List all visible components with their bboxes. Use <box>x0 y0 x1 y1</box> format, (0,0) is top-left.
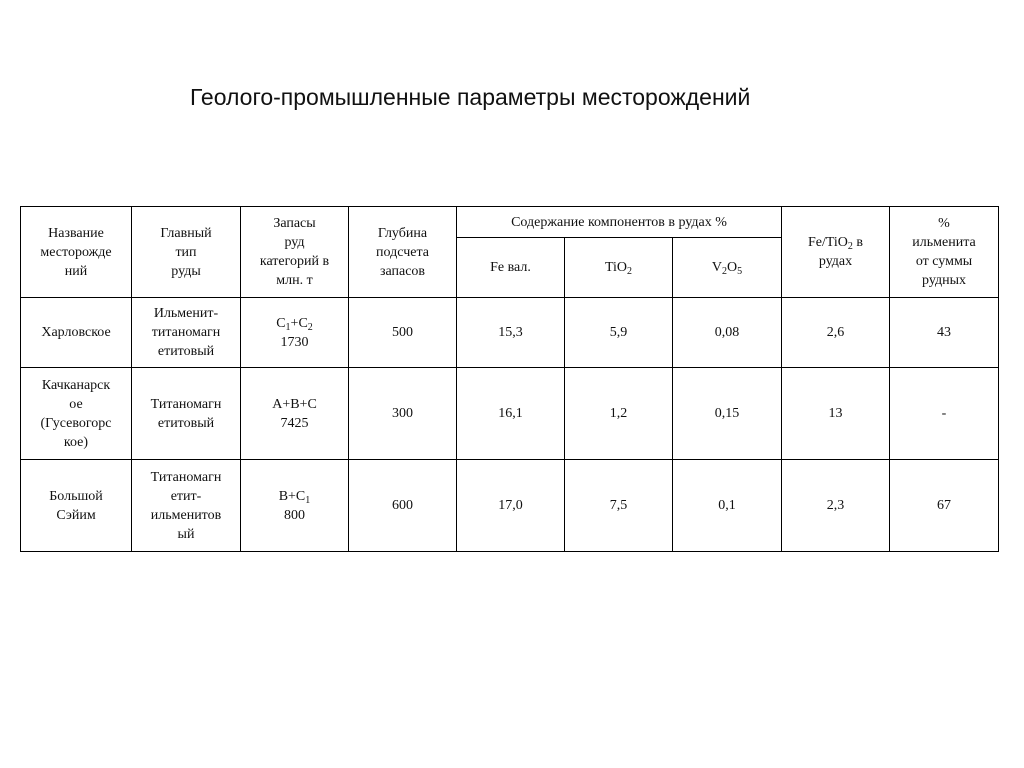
table-row <box>21 368 999 460</box>
cell-deposit-name: Качканарск ое (Гусевогорс кое) <box>21 368 132 460</box>
cell-v2o5: 0,15 <box>673 368 782 460</box>
page-title: Геолого-промышленные параметры месторождений <box>190 84 751 110</box>
cell-ore-type: Титаномагн етитовый <box>132 368 241 460</box>
header-deposit-name: Название месторожде ний <box>21 207 132 298</box>
header-tio2: TiO$_2$ <box>565 238 673 298</box>
cell-reserves: А+В+С 7425 <box>241 368 349 460</box>
cell-v2o5: 0,1 <box>673 460 782 552</box>
cell-ilmenite-percent: - <box>890 368 999 460</box>
cell-reserves: $В+С_1$ 800 <box>241 460 349 552</box>
header-ore-type: Главный тип руды <box>132 207 241 298</box>
header-depth: Глубина подсчета запасов <box>349 207 457 298</box>
header-reserves: Запасы руд категорий в млн. т <box>241 207 349 298</box>
cell-ilmenite-percent: 67 <box>890 460 999 552</box>
cell-v2o5: 0,08 <box>673 298 782 368</box>
cell-fe-tio2-ratio: 2,6 <box>782 298 890 368</box>
cell-tio2: 7,5 <box>565 460 673 552</box>
header-ilmenite-percent: % ильменита от суммы рудных <box>890 207 999 298</box>
cell-fe-total: 15,3 <box>457 298 565 368</box>
cell-depth: 600 <box>349 460 457 552</box>
header-content-group: Содержание компонентов в рудах % <box>457 207 782 238</box>
cell-deposit-name: Большой Сэйим <box>21 460 132 552</box>
cell-fe-tio2-ratio: 2,3 <box>782 460 890 552</box>
header-row-top <box>21 207 999 238</box>
cell-deposit-name: Харловское <box>21 298 132 368</box>
cell-reserves: $С_1+С_2$ 1730 <box>241 298 349 368</box>
cell-fe-total: 17,0 <box>457 460 565 552</box>
header-fe-total: Fe вал. <box>457 238 565 298</box>
cell-ore-type: Ильменит- титаномагн етитовый <box>132 298 241 368</box>
header-v2o5: $V_2O_5$ <box>673 238 782 298</box>
cell-depth: 500 <box>349 298 457 368</box>
cell-ilmenite-percent: 43 <box>890 298 999 368</box>
cell-ore-type: Титаномагн етит- ильменитов ый <box>132 460 241 552</box>
deposits-table <box>20 206 999 552</box>
table-row <box>21 298 999 368</box>
cell-tio2: 1,2 <box>565 368 673 460</box>
cell-fe-total: 16,1 <box>457 368 565 460</box>
table-row <box>21 460 999 552</box>
cell-depth: 300 <box>349 368 457 460</box>
cell-tio2: 5,9 <box>565 298 673 368</box>
cell-fe-tio2-ratio: 13 <box>782 368 890 460</box>
header-fe-tio2-ratio: Fe/TiO$_2$ в рудах <box>782 207 890 298</box>
